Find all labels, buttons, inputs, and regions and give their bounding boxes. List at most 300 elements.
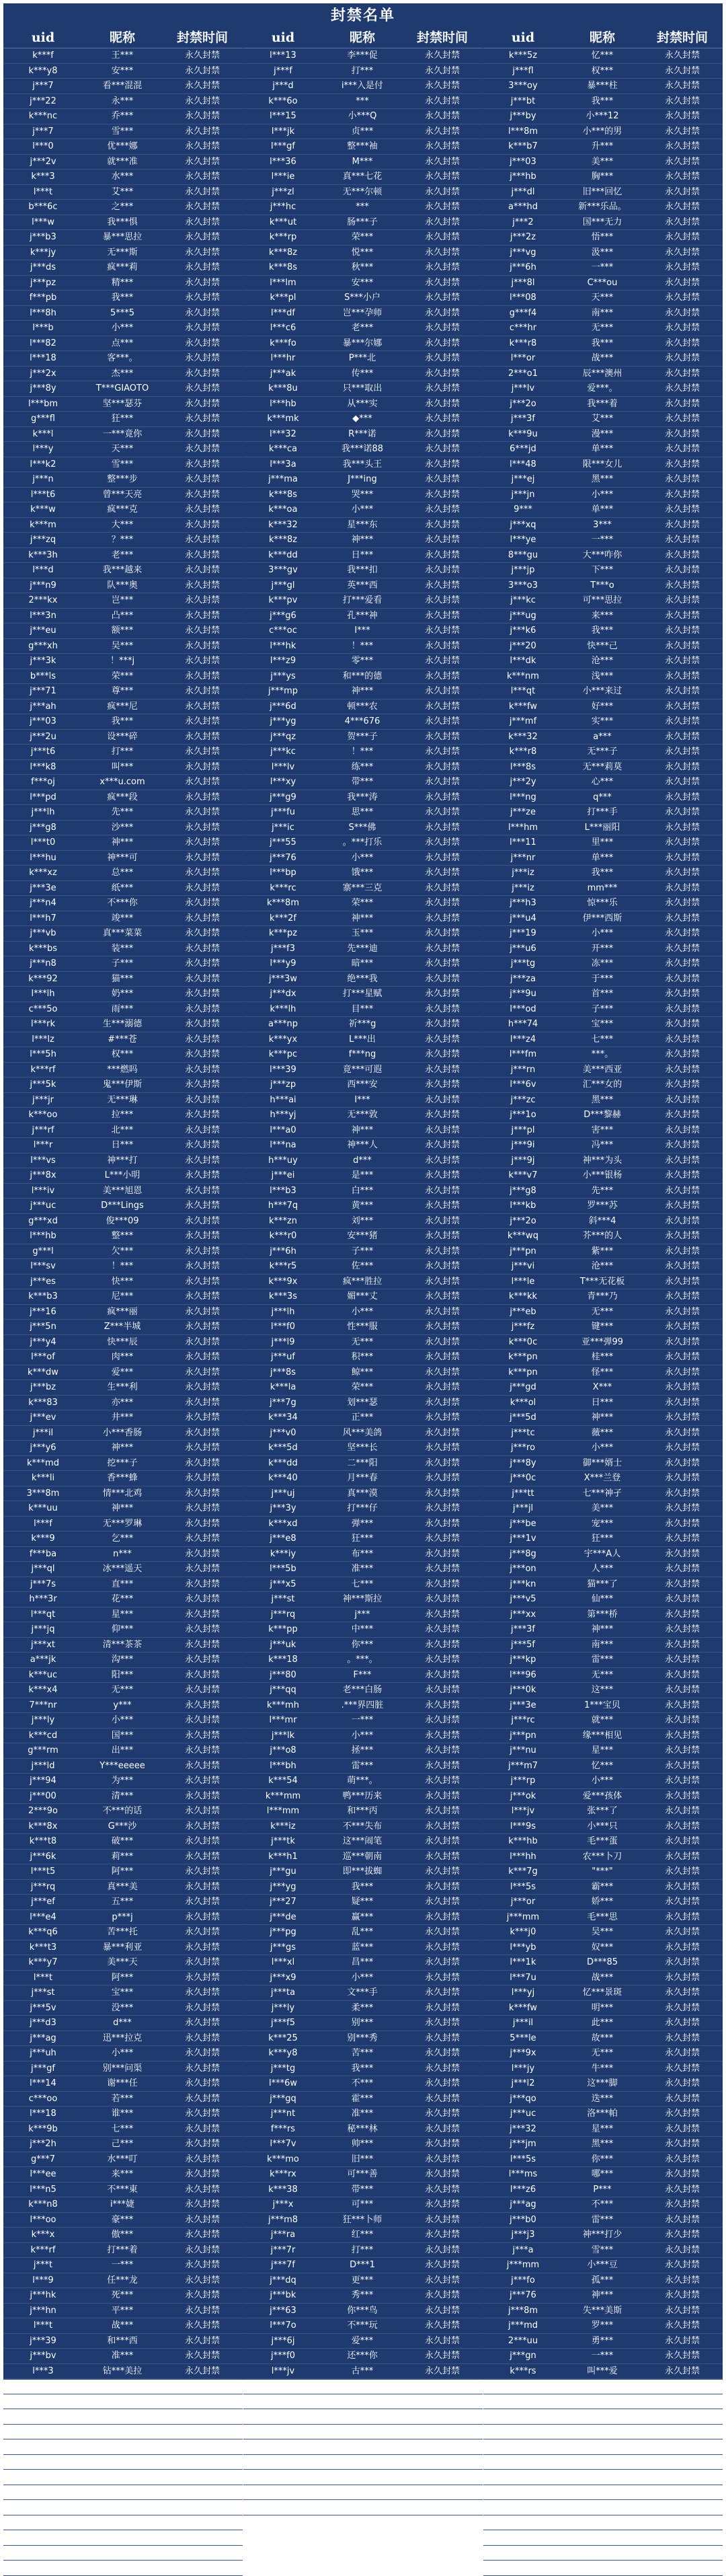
table-row: [483, 1743, 723, 1759]
uid-cell: h***7q: [268, 1201, 298, 1211]
table-row: [3, 2061, 243, 2077]
nickname-cell: 小***豆: [587, 2260, 618, 2270]
nickname-cell: 不***東: [107, 2184, 138, 2195]
table-row: [243, 1622, 483, 1638]
nickname-cell: 天***: [591, 293, 614, 303]
uid-cell: j***bk: [270, 2290, 296, 2300]
ban-time-cell: 永久封禁: [424, 2487, 460, 2497]
table-row: [3, 684, 243, 699]
ban-time-cell: 永久封禁: [664, 2078, 700, 2088]
ban-time-cell: 永久封禁: [664, 1170, 700, 1180]
uid-cell: l***3a: [270, 459, 296, 469]
ban-time-cell: 永久封禁: [664, 353, 700, 363]
nickname-cell: 目***: [351, 1003, 374, 1014]
table-row: [243, 351, 483, 367]
ban-time-cell: 永久封禁: [664, 656, 700, 666]
nickname-cell: D***Lings: [101, 1201, 144, 1211]
ban-time-cell: 永久封禁: [184, 565, 220, 575]
nickname-cell: 子***: [591, 1003, 614, 1014]
table-row: [3, 1229, 243, 1244]
ban-time-cell: 永久封禁: [184, 2018, 220, 2028]
nickname-cell: 我***惧: [107, 217, 138, 227]
uid-cell: l***jk: [271, 126, 295, 137]
table-row: [243, 775, 483, 790]
nickname-cell: ！***: [351, 747, 374, 757]
nickname-cell: 打***仔: [347, 1503, 378, 1513]
ban-time-cell: 永久封禁: [664, 989, 700, 999]
nickname-cell: 疯***丽: [107, 1306, 138, 1317]
ban-time-cell: 永久封禁: [184, 1866, 220, 1877]
nickname-cell: 打***: [351, 65, 374, 76]
ban-time-cell: 永久封禁: [184, 1942, 220, 1953]
ban-time-cell: 永久封禁: [424, 928, 460, 938]
nickname-cell: 美***: [591, 1503, 614, 1513]
uid-cell: j***rp: [510, 1776, 536, 1786]
uid-cell: k***y8: [268, 2048, 298, 2058]
ban-time-cell: 永久封禁: [184, 686, 220, 696]
nickname-cell: 黄***: [351, 1201, 374, 1211]
table-row: [483, 79, 723, 94]
nickname-cell: 我***: [591, 868, 614, 878]
nickname-cell: 饿***: [351, 868, 374, 878]
table-row: [3, 457, 243, 473]
table-row: [3, 64, 243, 79]
table-row: [3, 1864, 243, 1880]
ban-time-cell: 永久封禁: [424, 565, 460, 575]
uid-cell: j***nr: [510, 852, 536, 863]
nickname-cell: 和***西: [107, 2335, 138, 2346]
ban-time-cell: 永久封禁: [424, 1246, 460, 1256]
nickname-cell: 带***: [351, 777, 374, 787]
uid-cell: j***lv: [511, 383, 535, 393]
nickname-cell: 悟***: [591, 232, 614, 242]
ban-time-cell: 永久封禁: [664, 716, 700, 726]
ban-time-cell: 永久封禁: [424, 1185, 460, 1196]
uid-cell: 2***kx: [28, 595, 58, 605]
table-row: [3, 714, 243, 730]
table-row: [483, 1729, 723, 1744]
ban-time-cell: 永久封禁: [184, 2502, 220, 2512]
table-row: [483, 1971, 723, 1986]
table-row: [3, 79, 243, 94]
ban-time-cell: 永久封禁: [184, 852, 220, 863]
ban-time-cell: 永久封禁: [664, 50, 700, 61]
table-row: [243, 1955, 483, 1971]
table-row: [243, 1410, 483, 1426]
table-row: [243, 1229, 483, 1244]
ban-time-cell: 永久封禁: [664, 2275, 700, 2285]
ban-time-cell: 永久封禁: [424, 1821, 460, 1831]
ban-time-cell: 永久封禁: [424, 1064, 460, 1075]
uid-cell: k***54: [268, 1776, 298, 1786]
nickname-cell: p***j: [112, 1911, 133, 1922]
uid-cell: k***uu: [28, 1503, 58, 1513]
uid-cell: j***7: [32, 81, 54, 91]
ban-time-cell: 永久封禁: [664, 1003, 700, 1014]
table-row: [483, 1531, 723, 1547]
ban-time-cell: 永久封禁: [424, 1125, 460, 1135]
ban-time-cell: 永久封禁: [664, 1201, 700, 1211]
nickname-cell: 忆***: [591, 50, 614, 61]
table-row: [243, 124, 483, 140]
ban-time-cell: 永久封禁: [664, 2290, 700, 2300]
nickname-cell: 黑***: [591, 1094, 614, 1105]
nickname-cell: 黑***: [591, 2139, 614, 2149]
uid-cell: j***bz: [30, 1382, 56, 1392]
ban-time-cell: 永久封禁: [424, 353, 460, 363]
ban-time-cell: 永久封禁: [184, 1079, 220, 1090]
ban-time-cell: 永久封禁: [184, 1518, 220, 1529]
uid-cell: j***y6: [30, 1443, 56, 1453]
ban-time-cell: 永久封禁: [184, 2365, 220, 2376]
nickname-cell: 欧***困！: [582, 2441, 622, 2452]
nickname-cell: 五***: [111, 1897, 134, 1907]
table-row: [243, 1880, 483, 1895]
table-row: [483, 1668, 723, 1683]
ban-time-cell: 永久封禁: [424, 1760, 460, 1771]
nickname-cell: X***七: [108, 2532, 136, 2542]
nickname-cell: 艾***: [591, 414, 614, 424]
uid-cell: k***mm: [265, 1790, 301, 1801]
uid-cell: l***d: [32, 565, 54, 575]
table-row: [3, 1517, 243, 1532]
nickname-cell: 从***实: [347, 398, 378, 409]
uid-cell: l***hk: [270, 640, 296, 651]
uid-cell: j***2u: [30, 731, 56, 742]
ban-time-cell: 永久封禁: [184, 989, 220, 999]
table-row: [483, 1168, 723, 1184]
uid-cell: l***b3: [270, 1185, 296, 1196]
nickname-cell: d***: [353, 1155, 372, 1166]
table-row: [243, 684, 483, 699]
uid-cell: k***5d: [268, 1443, 298, 1453]
table-row: [243, 1214, 483, 1229]
ban-time-cell: 永久封禁: [664, 186, 700, 197]
uid-cell: j***8g: [510, 1548, 536, 1559]
nickname-cell: 无***罗琳: [102, 1518, 143, 1529]
uid-cell: b***6c: [28, 202, 58, 212]
uid-cell: j***on: [510, 1564, 536, 1574]
uid-cell: a***np: [268, 1019, 298, 1029]
nickname-cell: 小***: [351, 1730, 374, 1741]
nickname-cell: 准***: [111, 2351, 134, 2361]
uid-cell: l***z: [33, 2441, 53, 2452]
uid-cell: j***0c: [510, 1473, 536, 1483]
ban-time-cell: 永久封禁: [184, 761, 220, 772]
uid-cell: j***9i: [511, 1140, 535, 1150]
nickname-cell: 打***星赋: [342, 989, 382, 999]
uid-cell: l***t0: [30, 837, 56, 847]
uid-cell: l***7v: [270, 2139, 296, 2149]
table-row: [3, 518, 243, 533]
nickname-cell: 玉***: [351, 928, 374, 938]
ban-time-cell: 永久封禁: [424, 519, 460, 530]
uid-cell: j***zp: [270, 1079, 296, 1090]
ban-time-cell: 永久封禁: [184, 1094, 220, 1105]
table-row: [483, 1638, 723, 1653]
table-row: [3, 1199, 243, 1214]
ban-time-cell: 永久封禁: [664, 2109, 700, 2119]
ban-time-cell: 永久封禁: [184, 777, 220, 787]
uid-cell: j***5k: [30, 1079, 56, 1090]
table-row: [3, 745, 243, 760]
ban-time-cell: 永久封禁: [664, 1231, 700, 1241]
ban-time-cell: 永久封禁: [424, 822, 460, 833]
nickname-cell: 小***12: [586, 111, 619, 121]
table-row: [243, 2485, 483, 2501]
ban-time-cell: 永久封禁: [664, 1881, 700, 1892]
nickname-cell: ***。: [591, 1049, 614, 1059]
uid-cell: j***x5: [270, 1579, 296, 1589]
ban-time-cell: 永久封禁: [664, 928, 700, 938]
uid-cell: g***rm: [28, 1745, 58, 1755]
ban-time-cell: 永久封禁: [424, 1367, 460, 1377]
uid-cell: l***3: [32, 2365, 54, 2376]
uid-cell: j***zl: [272, 186, 294, 197]
table-row: [243, 926, 483, 942]
nickname-cell: 我***扣: [347, 565, 378, 575]
ban-time-cell: 永久封禁: [424, 1488, 460, 1499]
table-row: [3, 185, 243, 200]
nickname-cell: 农***卜刀: [582, 1851, 622, 1862]
uid-cell: k***5z: [508, 50, 538, 61]
uid-cell: j***vb: [30, 928, 56, 938]
ban-time-cell: 永久封禁: [424, 1836, 460, 1846]
table-row: [3, 1895, 243, 1910]
uid-cell: l***a0: [270, 1125, 296, 1135]
uid-cell: k***l: [32, 428, 54, 439]
table-row: [483, 1562, 723, 1577]
uid-cell: 9***r: [32, 2502, 54, 2512]
nickname-cell: 疯***胜拉: [342, 1276, 382, 1287]
nickname-cell: 天***: [111, 444, 134, 454]
table-row: [243, 1562, 483, 1577]
nickname-cell: 王***: [111, 50, 134, 61]
ban-time-cell: 永久封禁: [184, 2078, 220, 2088]
ban-time-cell: 永久封禁: [424, 671, 460, 681]
nickname-cell: 神***: [351, 686, 374, 696]
uid-cell: j***or: [510, 1897, 536, 1907]
table-row: [3, 1184, 243, 1199]
table-row: [483, 1864, 723, 1880]
table-row: [483, 245, 723, 261]
nickname-cell: 小***: [111, 2048, 134, 2058]
uid-cell: j***rn: [510, 1064, 536, 1075]
table-row: [243, 2258, 483, 2273]
table-row: [483, 2304, 723, 2319]
table-row: [243, 1501, 483, 1517]
nickname-cell: 就***: [591, 1715, 614, 1725]
table-row: [243, 1713, 483, 1729]
table-row: [483, 533, 723, 548]
table-row: [483, 276, 723, 291]
nickname-cell: F***: [353, 1669, 372, 1680]
uid-cell: 2***o1: [508, 368, 538, 379]
table-row: [243, 2470, 483, 2485]
nickname-cell: 4***676: [344, 716, 380, 726]
table-row: [243, 1047, 483, 1063]
table-row: [3, 306, 243, 321]
ban-time-cell: 永久封禁: [664, 338, 700, 348]
uid-cell: j***qo: [510, 2093, 536, 2104]
nickname-cell: 美***: [591, 156, 614, 167]
table-row: [243, 79, 483, 94]
table-row: [3, 1940, 243, 1956]
ban-time-cell: 永久封禁: [664, 731, 700, 742]
table-row: [243, 760, 483, 775]
uid-cell: j***n: [32, 474, 54, 484]
nickname-cell: 红***: [351, 2230, 374, 2240]
ban-time-cell: 永久封禁: [184, 111, 220, 121]
ban-time-cell: 永久封禁: [184, 1669, 220, 1680]
ban-time-cell: 永久封禁: [424, 1790, 460, 1801]
table-row: [243, 714, 483, 730]
nickname-cell: 赞***: [351, 2487, 374, 2497]
uid-cell: k***9x: [268, 1276, 298, 1287]
table-row: [3, 1047, 243, 1063]
nickname-cell: 于***: [591, 973, 614, 984]
uid-cell: j***fu: [271, 807, 295, 817]
nickname-cell: 明***: [591, 2002, 614, 2013]
nickname-cell: 娇***: [591, 1897, 614, 1907]
table-row: [3, 1850, 243, 1865]
nickname-cell: 带***: [351, 2184, 374, 2195]
table-row: [3, 790, 243, 806]
ban-time-cell: 永久封禁: [184, 186, 220, 197]
nickname-cell: 忆***: [591, 1760, 614, 1771]
table-row: [3, 2515, 243, 2531]
nickname-cell: 还***你: [347, 2351, 378, 2361]
table-row: [483, 2092, 723, 2107]
uid-cell: j***zq: [30, 535, 56, 545]
ban-time-cell: 永久封禁: [184, 141, 220, 151]
ban-time-cell: 永久封禁: [664, 610, 700, 621]
ban-time-cell: 永久封禁: [184, 2260, 220, 2270]
uid-cell: l***k2: [30, 459, 56, 469]
table-row: [3, 775, 243, 790]
table-row: [3, 1743, 243, 1759]
ban-time-cell: 永久封禁: [184, 2305, 220, 2316]
ban-time-cell: 永久封禁: [184, 1003, 220, 1014]
uid-cell: l***bm: [28, 398, 58, 409]
nickname-cell: 神***兰克: [342, 2396, 382, 2407]
ban-time-cell: 永久封禁: [184, 368, 220, 379]
table-row: [243, 472, 483, 488]
uid-cell: h***3r: [29, 1594, 57, 1604]
uid-cell: l***jv: [511, 1806, 535, 1816]
table-row: [3, 139, 243, 155]
nickname-cell: 队***奥: [107, 580, 138, 591]
table-row: [243, 896, 483, 911]
uid-cell: j***jm: [510, 2139, 536, 2149]
nickname-cell: 练***: [351, 761, 374, 772]
ban-time-cell: 永久封禁: [664, 217, 700, 227]
uid-cell: j***03: [30, 716, 56, 726]
ban-time-cell: 永久封禁: [424, 2033, 460, 2043]
uid-cell: j***il: [512, 2018, 534, 2028]
table-row: [3, 1577, 243, 1593]
nickname-cell: 肠***子: [347, 217, 378, 227]
nickname-cell: P***: [593, 2184, 612, 2195]
ban-time-cell: 永久封禁: [424, 2365, 460, 2376]
table-row: [3, 1804, 243, 1819]
uid-cell: l***ng: [510, 792, 536, 802]
table-row: [3, 2425, 243, 2440]
table-row: [3, 109, 243, 124]
nickname-cell: 我***: [111, 293, 134, 303]
nickname-cell: ？***: [111, 535, 134, 545]
uid-cell: 6***jd: [510, 444, 536, 454]
table-row: [243, 2001, 483, 2016]
nickname-cell: 我***着: [587, 398, 618, 409]
ban-time-cell: 永久封禁: [424, 943, 460, 954]
table-row: [243, 1638, 483, 1653]
ban-time-cell: 永久封禁: [424, 2381, 460, 2391]
ban-time-cell: 永久封禁: [184, 807, 220, 817]
table-row: [3, 1259, 243, 1275]
uid-cell: j***xx: [510, 1609, 536, 1620]
uid-cell: k***yx: [268, 1034, 298, 1045]
table-row: [243, 94, 483, 110]
uid-cell: l***z9: [270, 656, 296, 666]
nickname-cell: 浅***: [591, 671, 614, 681]
ban-time-cell: 永久封禁: [664, 2487, 700, 2497]
nickname-cell: Z***半城: [104, 1322, 141, 1332]
ban-time-cell: 永久封禁: [664, 81, 700, 91]
uid-cell: j***d2: [30, 2487, 56, 2497]
nickname-cell: 打***: [351, 2244, 374, 2255]
ban-time-cell: 永久封禁: [664, 1064, 700, 1075]
uid-cell: l***8s: [510, 761, 536, 772]
uid-cell: j***ze: [510, 807, 536, 817]
ban-time-cell: 永久封禁: [424, 398, 460, 409]
uid-cell: k***8x: [28, 1821, 58, 1831]
ban-time-cell: 永久封禁: [184, 1897, 220, 1907]
ban-time-cell: 永久封禁: [184, 202, 220, 212]
nickname-cell: 弹***: [351, 1518, 374, 1529]
ban-time-cell: 永久封禁: [664, 2335, 700, 2346]
table-row: [3, 1138, 243, 1153]
nickname-cell: 神***: [591, 1412, 614, 1423]
nickname-cell: 别***秀: [347, 2033, 378, 2043]
table-row: [3, 1955, 243, 1971]
ban-time-cell: 永久封禁: [184, 1745, 220, 1755]
ban-time-cell: 永久封禁: [184, 2290, 220, 2300]
nickname-cell: 竣***: [111, 913, 134, 923]
table-row: [3, 1063, 243, 1078]
table-row: [3, 1834, 243, 1850]
table-row: [3, 1925, 243, 1940]
uid-cell: j***by: [510, 111, 536, 121]
nickname-cell: 和***的德: [342, 671, 382, 681]
table-row: [243, 623, 483, 639]
nickname-cell: 看***混混: [102, 81, 143, 91]
uid-cell: l***lz: [32, 1034, 54, 1045]
uid-cell: j***5v: [30, 2002, 56, 2013]
uid-cell: j***8d: [510, 2426, 536, 2437]
ban-time-cell: 永久封禁: [664, 580, 700, 591]
uid-cell: k***18: [268, 1655, 298, 1665]
ban-time-cell: 永久封禁: [664, 1276, 700, 1287]
uid-cell: j***ly: [271, 2002, 295, 2013]
nickname-cell: 一***: [591, 2351, 614, 2361]
uid-cell: j***rq: [270, 1609, 296, 1620]
nickname-cell: 无***斯: [107, 247, 138, 258]
uid-cell: k***cd: [28, 1730, 58, 1741]
uid-cell: k***pn: [508, 1352, 538, 1362]
uid-cell: l***na: [270, 1140, 296, 1150]
nickname-cell: 你***: [591, 2154, 614, 2164]
